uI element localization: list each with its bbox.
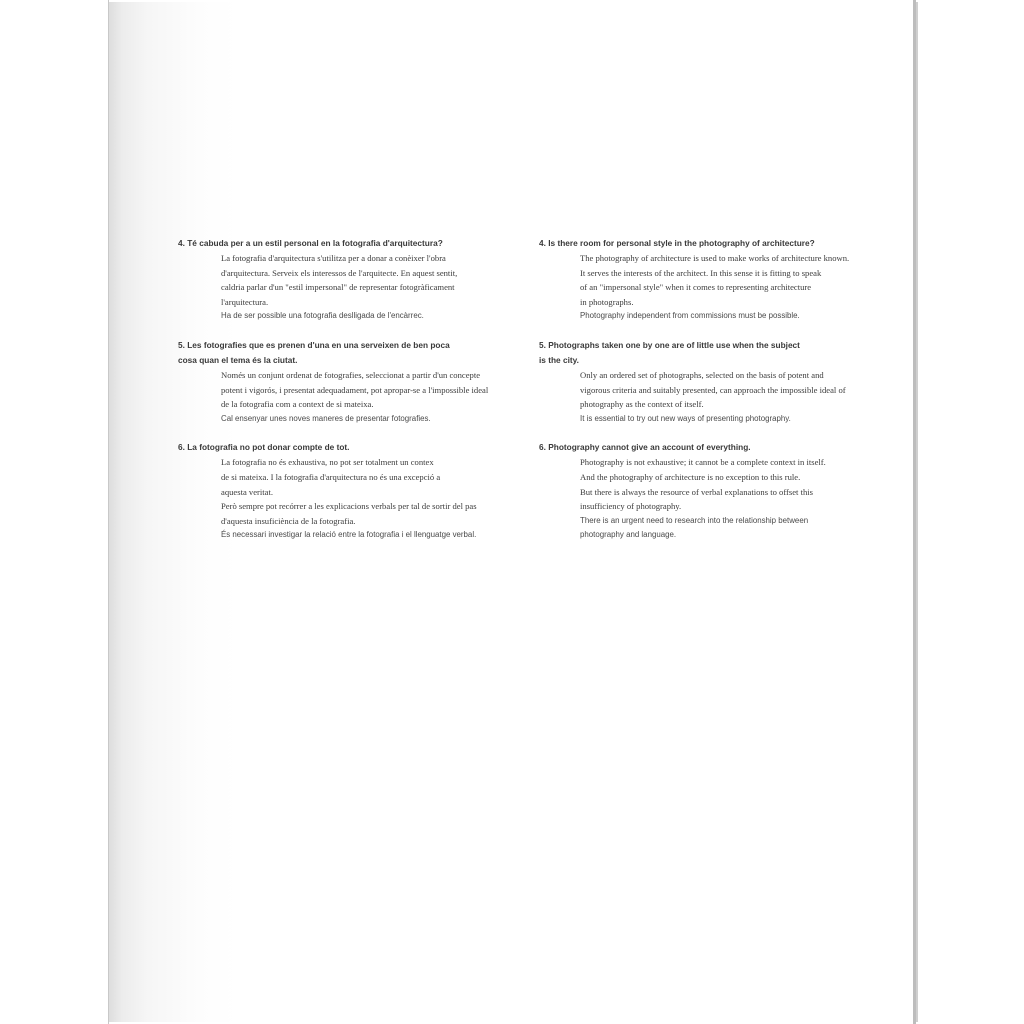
text-line: potent i vigorós, i presentat adequadament, pot apropar-se a l'impossible ideal <box>221 384 489 395</box>
english-section-6 <box>539 440 884 543</box>
text-line: photography as the context of itself. <box>580 399 704 410</box>
catalan-heading-5: 5. Les fotografies que es prenen d'una en una serveixen de ben poca cosa quan el tema és la ciutat. <box>178 339 450 365</box>
text-line: La fotografia no és exhaustiva, no pot ser totalment un contex <box>221 457 434 468</box>
note-line: It is essential to try out new ways of presenting photography. <box>580 413 791 423</box>
english-body-4 <box>580 251 884 324</box>
text-line: vigorous criteria and suitably presented, can approach the impossible ideal of <box>580 384 846 395</box>
english-body-6 <box>580 455 884 543</box>
english-heading-4: 4. Is there room for personal style in the photography of architecture? <box>539 238 815 248</box>
text-line: of an "impersonal style" when it comes to representing architecture <box>580 282 812 293</box>
note-line: Ha de ser possible una fotografia deslligada de l'encàrrec. <box>221 311 424 321</box>
catalan-body-6 <box>221 455 523 543</box>
english-column <box>539 236 884 557</box>
text-line: And the photography of architecture is no exception to this rule. <box>580 471 801 482</box>
page-left-edge <box>108 0 109 1024</box>
text-line: d'arquitectura. Serveix els interessos de l'arquitecte. En aquest sentit, <box>221 267 458 278</box>
catalan-section-6 <box>178 440 523 543</box>
catalan-heading-4: 4. Té cabuda per a un estil personal en la fotografia d'arquitectura? <box>178 238 443 248</box>
note-line: És necessari investigar la relació entre la fotografia i el llenguatge verbal. <box>221 530 477 540</box>
english-heading-6: 6. Photography cannot give an account of everything. <box>539 442 751 453</box>
note-line: Photography independent from commissions must be possible. <box>580 311 800 321</box>
note-line: Cal ensenyar unes noves maneres de presentar fotografies. <box>221 413 431 423</box>
catalan-body-5 <box>221 368 523 426</box>
text-line: It serves the interests of the architect. In this sense it is fitting to speak <box>580 267 822 278</box>
english-body-5 <box>580 368 884 426</box>
text-line: La fotografia d'arquitectura s'utilitza per a donar a conèixer l'obra <box>221 253 446 263</box>
english-section-5 <box>539 338 884 426</box>
english-heading-5: 5. Photographs taken one by one are of little use when the subject is the city. <box>539 339 800 365</box>
catalan-heading-6: 6. La fotografia no pot donar compte de tot. <box>178 442 350 453</box>
text-line: de si mateixa. I la fotografia d'arquitectura no és una excepció a <box>221 471 441 482</box>
text-line: insufficiency of photography. <box>580 501 682 512</box>
catalan-body-4 <box>221 251 523 324</box>
text-line: Only an ordered set of photographs, selected on the basis of potent and <box>580 369 824 380</box>
text-line: in photographs. <box>580 296 634 307</box>
catalan-section-4 <box>178 236 523 324</box>
text-line: l'arquitectura. <box>221 296 269 307</box>
text-line: The photography of architecture is used to make works of architecture known. <box>580 253 850 263</box>
text-line: Photography is not exhaustive; it cannot be a complete context in itself. <box>580 457 826 468</box>
text-line: Però sempre pot recórrer a les explicacions verbals per tal de sortir del pas <box>221 501 477 512</box>
text-line: Només un conjunt ordenat de fotografies, seleccionat a partir d'un concepte <box>221 369 481 380</box>
catalan-column <box>178 236 523 557</box>
text-line: But there is always the resource of verbal explanations to offset this <box>580 486 814 497</box>
english-section-4 <box>539 236 884 324</box>
catalan-section-5 <box>178 338 523 426</box>
note-line: There is an urgent need to research into the relationship between <box>580 515 809 525</box>
text-line: de la fotografia com a context de si mateixa. <box>221 399 374 410</box>
note-line: photography and language. <box>580 530 677 540</box>
page-right-edge <box>913 0 916 1024</box>
text-line: aquesta veritat. <box>221 486 274 497</box>
text-line: caldria parlar d'un "estil impersonal" de representar fotogràficament <box>221 282 455 293</box>
text-line: d'aquesta insuficiència de la fotografia. <box>221 515 356 526</box>
